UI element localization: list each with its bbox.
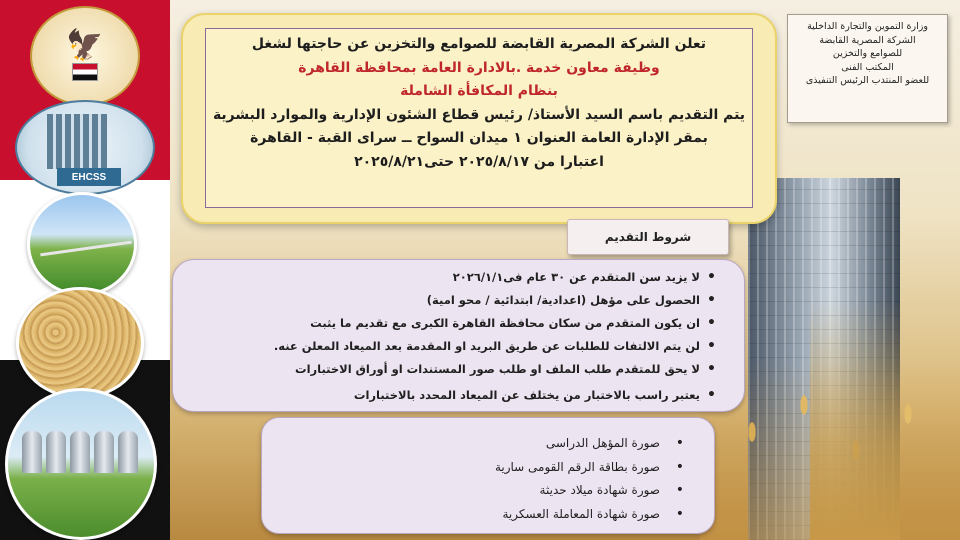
ehcss-label: EHCSS [57,168,121,186]
ministry-line: الشركة المصرية القابضة [819,34,916,46]
ministry-line: للعضو المنتدب الرئيس التنفيذى [805,75,930,86]
announcement-line: تعلن الشركة المصرية القابضة للصوامع والتخزين عن حاجتها لشغل [251,36,707,52]
silo-tank [94,431,114,473]
documents-list [261,417,715,534]
condition-item: • لا يحق للمتقدم طلب الملف او طلب صور المستندات او أوراق الاختبارات [193,358,716,381]
document-item: • صورة المؤهل الدراسى [282,432,690,456]
grain-photo [16,287,144,399]
irrigation-pipe [40,241,132,257]
condition-item: • ان يكون المتقدم من سكان محافظة القاهرة الكبرى مع تقديم ما يثبت [193,312,716,335]
silo-tank [22,431,42,473]
silo-tank [70,431,90,473]
silos-photo [5,388,157,540]
conditions-title: شروط التقديم [567,219,729,255]
silo-icon [47,114,107,169]
ministry-logo [30,6,140,106]
ministry-line: وزارة التموين والتجارة الداخلية [807,21,928,32]
condition-item: • لن يتم الالتفات للطلبات عن طريق البريد او المقدمة بعد الميعاد المعلن عنه. [193,335,716,358]
condition-item: • لا يزيد سن المتقدم عن ٣٠ عام فى٢٠٢٦/١/١ [193,266,716,289]
job-title-line: وظيفة معاون خدمة .بالادارة العامة بمحافظة القاهرة [298,59,660,76]
eagle-icon: 🦅 [66,28,104,63]
document-item: • صورة بطاقة الرقم القومى سارية [282,456,690,480]
ministry-header [787,14,948,123]
ministry-line: للصوامع والتخزين [832,48,903,59]
egypt-flag-icon [72,63,98,81]
announcement-box [205,28,753,208]
ministry-line: المكتب الفنى [841,61,894,73]
silo-tank [46,431,66,473]
holding-company-logo [15,100,155,195]
document-item: • صورة شهادة المعاملة العسكرية [282,503,690,527]
silo-tank [118,431,138,473]
date-range-line: اعتبارا من ٢٠٢٥/٨/١٧ حتى٢٠٢٥/٨/٢١ [354,153,604,170]
document-item: • صورة شهادة ميلاد حديثة [282,479,690,503]
condition-item: • يعتبر راسب بالاختبار من يختلف عن الميعاد المحدد بالاختبارات [193,384,716,407]
condition-item: • الحصول على مؤهل (اعدادية/ ابتدائية / محو امية) [193,289,716,312]
address-line: بمقر الإدارة العامة العنوان ١ ميدان السواح ــ سراى القبة - القاهرة [250,130,708,146]
contract-type-line: بنظام المكافأة الشاملة [400,83,558,99]
irrigation-photo [27,192,137,296]
submission-line: يتم التقديم باسم السيد الأستاذ/ رئيس قطاع الشئون الإدارية والموارد البشرية [212,106,746,123]
conditions-list [172,259,745,412]
